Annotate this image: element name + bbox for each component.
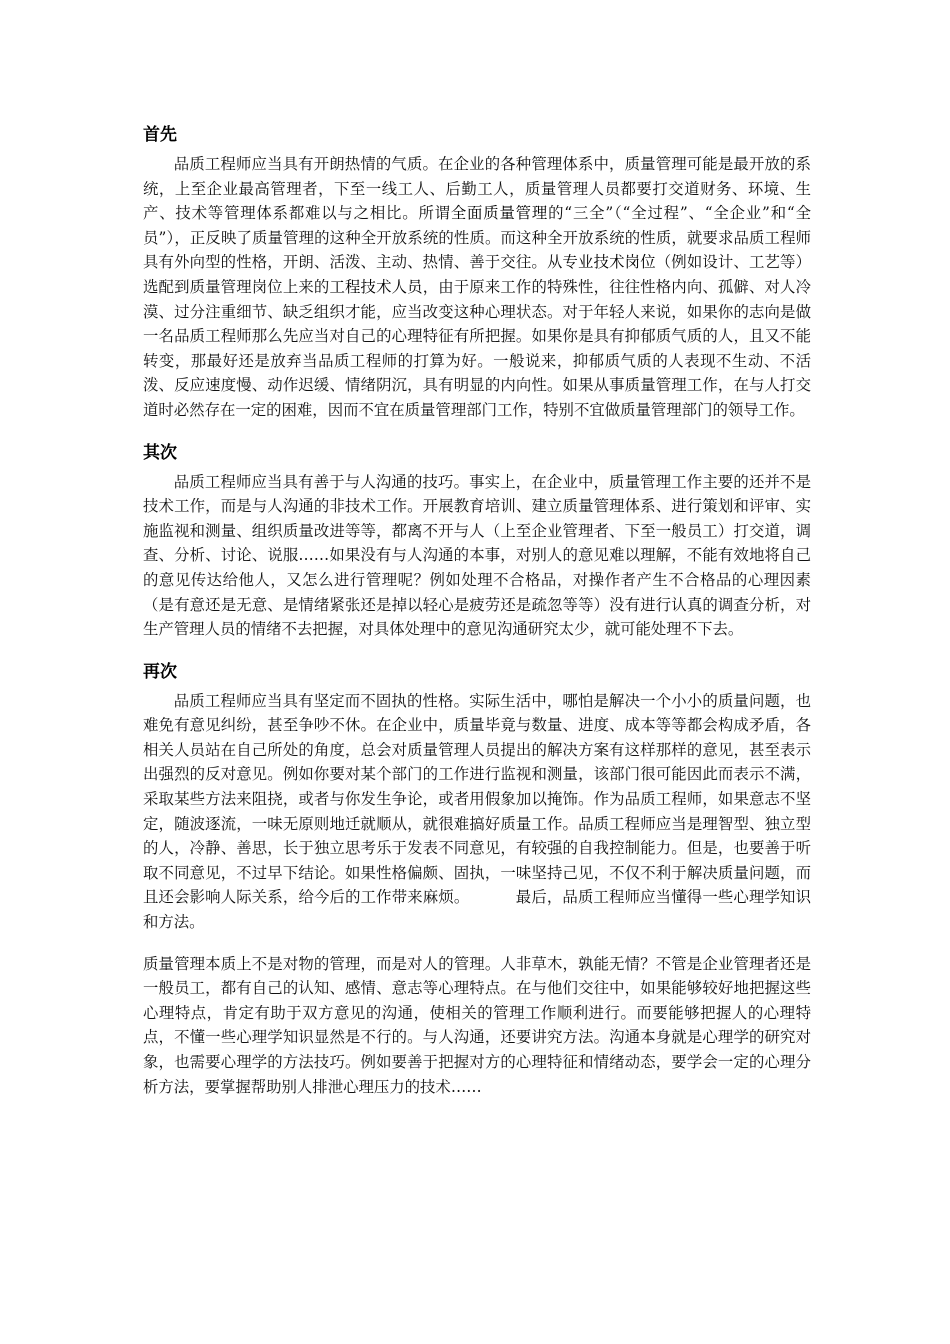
- section-paragraph: [143, 152, 811, 423]
- paragraph-text: 品质工程师应当具有开朗热情的气质。在企业的各种管理体系中，质量管理可能是最开放的系统，上至企业最高管理者，下至一线工人、后勤工人，质量管理人员都要打交道财务、环境、生产、技术等管理体系都难以与之相比。所谓: [143, 155, 811, 223]
- document-page: [143, 122, 811, 1099]
- keyword-link: 工程技术人员: [329, 277, 423, 296]
- paragraph-text: ，由于原来工作的特殊性，往往性格内向、孤僻、对人冷漠、过分注重细节、缺乏组织才能，应当改变这种心理状态。对于年轻人来说，如果你的志向是做一名品质工程师那么先应当对自己的心理特征有所把握。如果你是具有抑郁质气质的人，且又不能转变，那最好还是放弃当品质工程师的打算为好。一般说来，抑郁质气质的人表现不生动、不活泼、反应速度慢、动作迟缓、情绪阴沉，具有明显的内向性。如果从事质量管理工作，在与人打交道时必然存在一定的困难，因而不宜在质量管理部门工作，特别不宜做质量管理部门的领导工作。: [143, 277, 811, 419]
- section-second: [143, 440, 811, 642]
- section-paragraph: [143, 689, 811, 935]
- paragraph-text: 最后，品质工程师应当懂得一些心理学知识和方法。: [143, 888, 811, 932]
- section-heading: 再次: [143, 661, 177, 682]
- paragraph-text: 的“三全”（“全过程”、“全企业”和“全员”），正反映了质量管理的这种全开放系统的性质。而这种全开放系统的性质，就要求品质工程师具有外向型的性格，开朗、活泼、主动、热情、善于交往。从: [143, 204, 811, 272]
- section-heading: 首先: [143, 125, 177, 145]
- section-first: [143, 122, 811, 423]
- keyword-link: 全面质量管理: [450, 204, 549, 223]
- section-paragraph-continued: 质量管理本质上不是对物的管理，而是对人的管理。人非草木，孰能无情？不管是企业管理者还是一般员工，都有自己的认知、感情、意志等心理特点。在与他们交往中，如果能够较好地把握这些心理特点，肯定有助于双方意见的沟通，使相关的管理工作顺利进行。而要能够把握人的心理特点，不懂一些心理学知识显然是不行的。与人沟通，还要讲究方法。沟通本身就是心理学的研究对象，也需要心理学的方法技巧。例如要善于把握对方的心理特征和情绪动态，要学会一定的心理分析方法，要掌握帮助别人排泄心理压力的技术……: [143, 954, 811, 1096]
- section-third: [143, 659, 811, 1100]
- paragraph-text: （例如设计、工艺等）选配到质量管理岗位上来的: [143, 253, 811, 296]
- section-paragraph: 品质工程师应当具有善于与人沟通的技巧。事实上，在企业中，质量管理工作主要的还并不是技术工作，而是与人沟通的非技术工作。开展教育培训、建立质量管理体系、进行策划和评审、实施监视和测量、组织质量改进等等，都离不开与人（上至企业管理者、下至一般员工）打交道，调查、分析、讨论、说服……如果没有与人沟通的本事，对别人的意见难以理解，不能有效地将自己的意见传达给他人，又怎么进行管理呢？例如处理不合格品，对操作者产生不合格品的心理因素（是有意还是无意、是情绪紧张还是掉以轻心是疲劳还是疏忽等等）没有进行认真的调查分析，对生产管理人员的情绪不去把握，对具体处理中的意见沟通研究太少，就可能处理不下去。: [143, 472, 811, 639]
- keyword-link: 专业技术岗位: [562, 253, 656, 272]
- paragraph-text: 品质工程师应当具有坚定而不固执的性格。实际生活中，哪怕是解决一个小小的质量问题，也难免有意见纠纷，甚至争吵不休。在企业中，质量毕竟与数量、进度、成本等等都会构成矛盾，各相关人员站在自己所处的角度，总会对质量管理人员提出的解决方案有这样那样的意见，甚至表示出强烈的反对意见。例如你要对某个部门的工作进行监视和测量，该部门很可能因此而表示不满，采取某些方法来阻挠，或者与你发生争论，或者用假象加以掩饰。作为品质工程师，如果意志不坚定，随波逐流，一味无原则地迁就顺从，就很难搞好质量工作。品质工程师应当是理智型、独立型的人，冷静、善思，长于独立思考乐于发表不同意见，有较强的自我控制能力。但是，也要善于听取不同意见，不过早下结论。如果性格偏颇、固执，一味坚持己见，不仅不利于解决质量问题，而且还会影响人际关系，给今后的工作带来麻烦。: [143, 691, 811, 907]
- section-heading: 其次: [143, 442, 177, 463]
